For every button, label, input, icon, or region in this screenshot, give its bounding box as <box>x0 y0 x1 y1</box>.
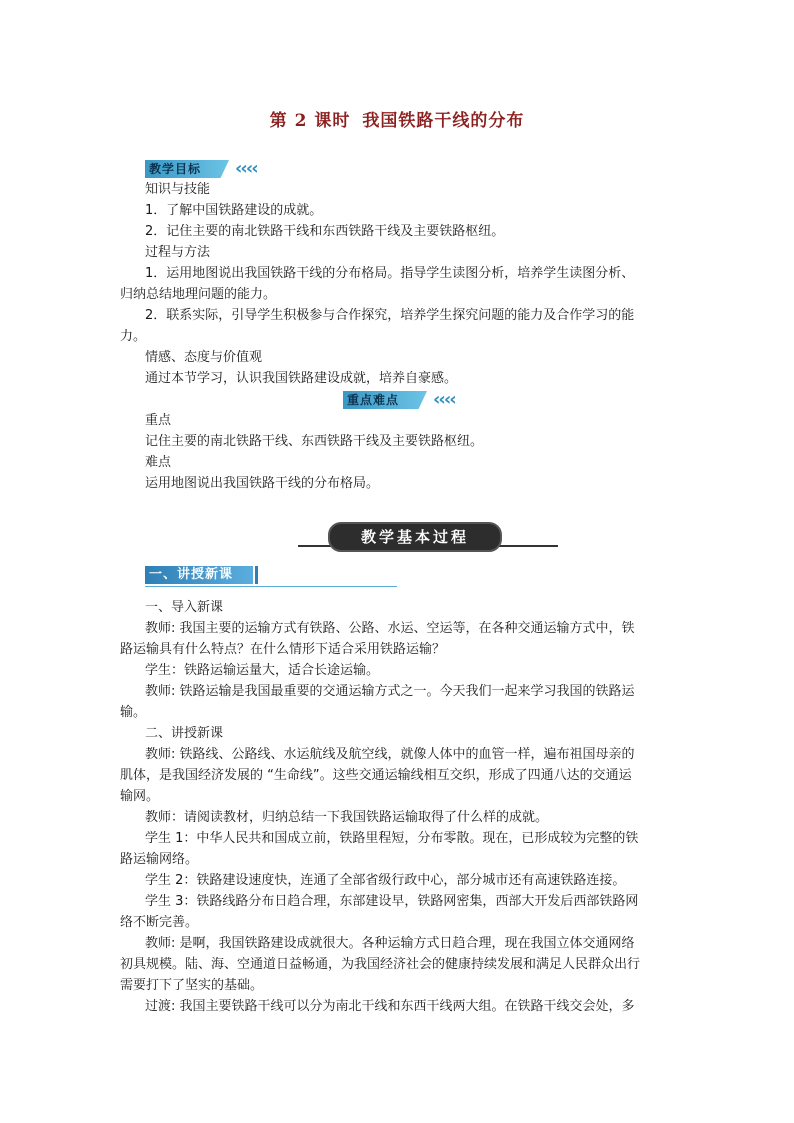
lesson-number: 第 2 课时 <box>269 111 351 131</box>
text-line: 知识与技能 <box>145 182 211 197</box>
text-line: 一、导入新课 <box>145 600 224 615</box>
text-line: 过渡: 我国主要铁路干线可以分为南北干线和东西干线两大组。在铁路干线交会处，多 <box>145 999 635 1014</box>
text-line: 过程与方法 <box>145 245 211 260</box>
text-line: 教师: 铁路运输是我国最重要的交通运输方式之一。今天我们一起来学习我国的铁路运 <box>145 684 635 699</box>
text-line: 2．联系实际，引导学生积极参与合作探究，培养学生探究问题的能力及合作学习的能 <box>145 308 635 323</box>
text-line: 学生 1：中华人民共和国成立前，铁路里程短，分布零散。现在，已形成较为完整的铁 <box>145 831 639 846</box>
text-line: 记住主要的南北铁路干线、东西铁路干线及主要铁路枢纽。 <box>145 434 484 449</box>
text-line: 教师: 铁路线、公路线、水运航线及航空线，就像人体中的血管一样，遍布祖国母亲的 <box>145 747 635 762</box>
text-line: 路运输网络。 <box>120 852 199 867</box>
text-line: 络不断完善。 <box>120 915 199 930</box>
key-points-banner <box>343 391 493 409</box>
page-title <box>0 106 794 131</box>
chevrons-left-icon: ‹‹‹‹ <box>433 389 455 410</box>
text-line: 运用地图说出我国铁路干线的分布格局。 <box>145 476 380 491</box>
text-line: 路运输具有什么特点？在什么情形下适合采用铁路运输？ <box>120 642 446 657</box>
section-badge <box>328 522 502 552</box>
text-line: 学生：铁路运输运量大，适合长途运输。 <box>145 663 380 678</box>
chevrons-left-icon: ‹‹‹‹ <box>235 158 257 179</box>
text-line: 难点 <box>145 455 172 470</box>
lesson-topic: 我国铁路干线的分布 <box>362 111 525 131</box>
text-line: 肌体，是我国经济发展的 “生命线”。这些交通运输线相互交织，形成了四通八达的交通运 <box>120 768 632 783</box>
text-line: 学生 3：铁路线路分布日趋合理，东部建设早，铁路网密集，西部大开发后西部铁路网 <box>145 894 639 909</box>
text-line: 初具规模。陆、海、空通道日益畅通，为我国经济社会的健康持续发展和满足人民群众出行 <box>120 957 641 972</box>
text-line: 情感、态度与价值观 <box>145 350 263 365</box>
text-line: 重点 <box>145 413 172 428</box>
text-line: 2．记住主要的南北铁路干线和东西铁路干线及主要铁路枢纽。 <box>145 224 505 239</box>
section-title: 教学基本过程 <box>360 528 469 546</box>
text-line: 输网。 <box>120 789 160 804</box>
text-line: 学生 2：铁路建设速度快，连通了全部省级行政中心，部分城市还有高速铁路连接。 <box>145 873 626 888</box>
objectives-banner <box>145 160 295 178</box>
section-heading <box>298 520 558 552</box>
text-line: 教师: 是啊，我国铁路建设成就很大。各种运输方式日趋合理，现在我国立体交通网络 <box>145 936 635 951</box>
text-line: 通过本节学习，认识我国铁路建设成就，培养自豪感。 <box>145 371 458 386</box>
text-line: 教师：请阅读教材，归纳总结一下我国铁路运输取得了什么样的成就。 <box>145 810 549 825</box>
text-line: 输。 <box>120 705 147 720</box>
text-line: 力。 <box>120 329 147 344</box>
text-line: 需要打下了坚实的基础。 <box>120 978 264 993</box>
banner-label: 重点难点 <box>347 393 400 407</box>
subsection-heading <box>145 566 397 588</box>
text-line: 归纳总结地理问题的能力。 <box>120 287 277 302</box>
text-line: 1．运用地图说出我国铁路干线的分布格局。指导学生读图分析，培养学生读图分析、 <box>145 266 635 281</box>
text-line: 二、讲授新课 <box>145 726 224 741</box>
banner-label: 教学目标 <box>149 162 202 176</box>
text-line: 教师: 我国主要的运输方式有铁路、公路、水运、空运等，在各种交通运输方式中，铁 <box>145 621 635 636</box>
subsection-tick <box>255 566 258 584</box>
subsection-underline <box>145 586 397 587</box>
text-line: 1．了解中国铁路建设的成就。 <box>145 203 323 218</box>
subsection-title: 一、讲授新课 <box>149 567 234 582</box>
